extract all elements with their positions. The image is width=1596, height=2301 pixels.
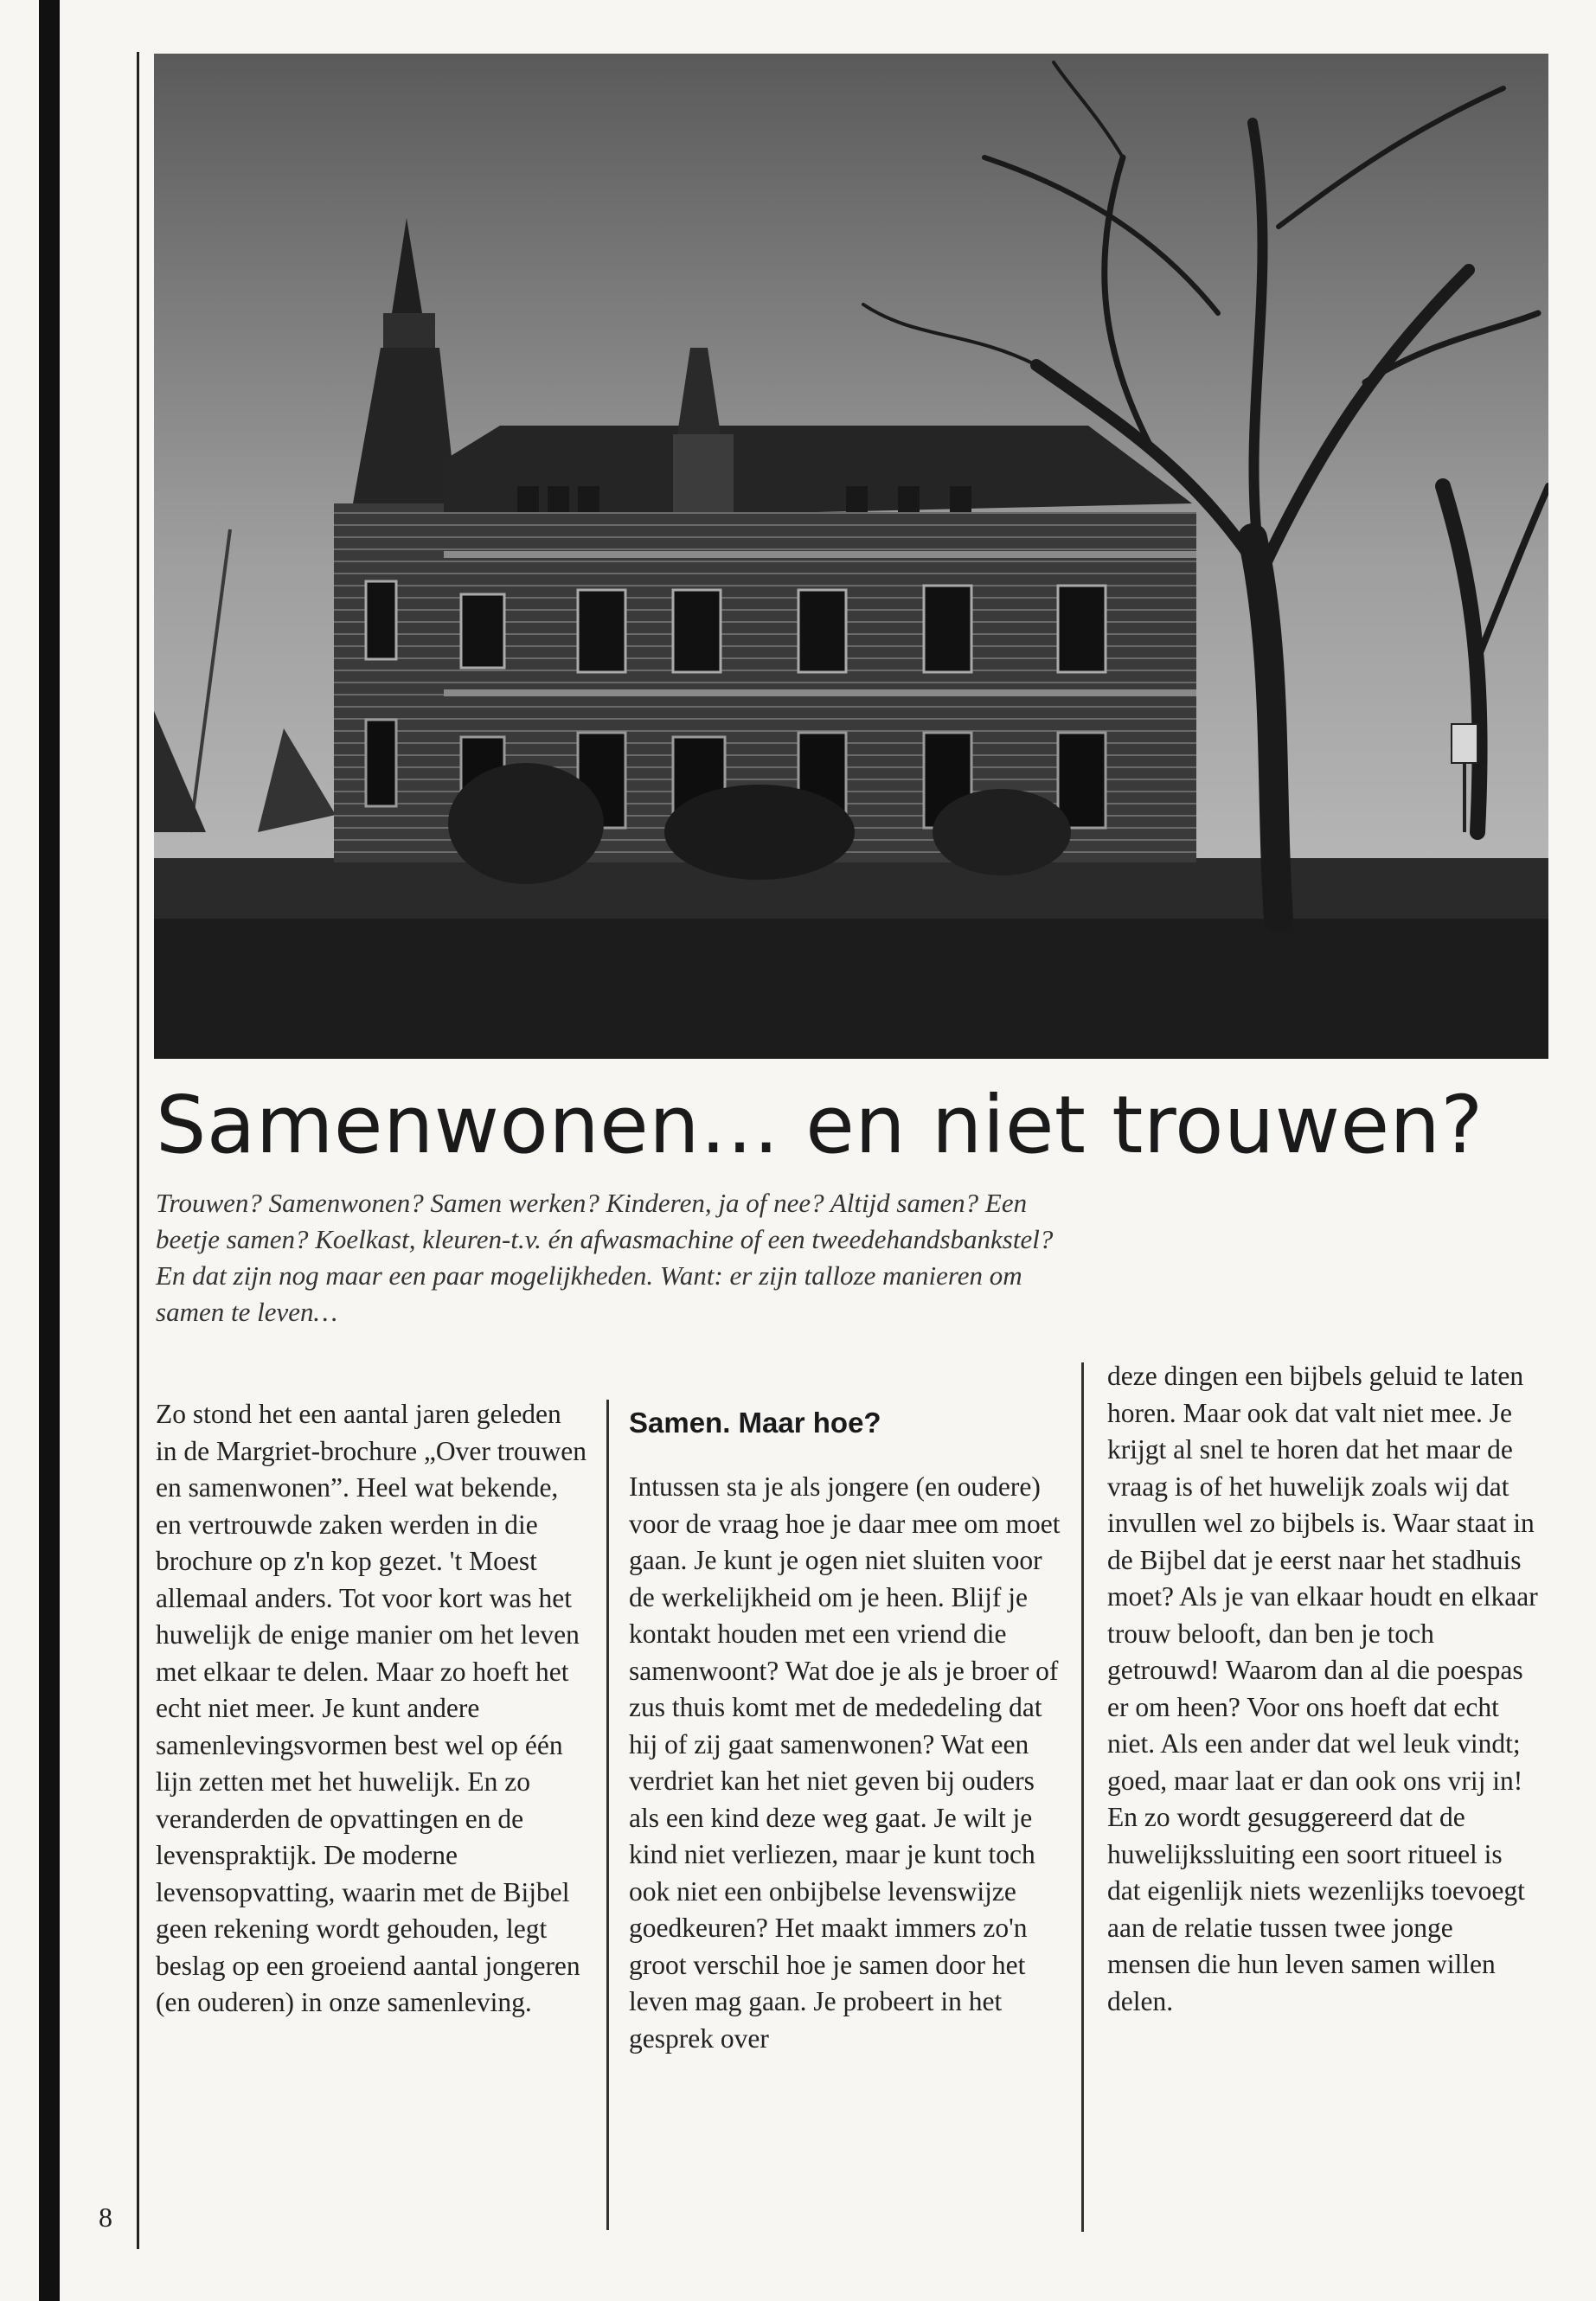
body-column-3 <box>1107 1358 1540 2020</box>
column-2-text: Intussen sta je als jongere (en oudere) voor de vraag hoe je daar mee om moet gaan. Je kunt je ogen niet sluiten voor de werkelijkheid om je heen. Blijf je kontakt houden met een vriend die samenwoont? Wat doe je als je broer of zus thuis komt met de mededeling dat hij of zij gaat samenwonen? Wat een verdriet kan het niet geven bij ouders als een kind deze weg gaat. Je wilt je kind niet verliezen, maar je kunt toch ook niet een onbijbelse levenswijze goedkeuren? Het maakt immers zo'n groot verschil hoe je samen door het leven mag gaan. Je probeert in het gesprek over <box>629 1471 1061 2054</box>
villa-photo <box>154 54 1548 1059</box>
body-column-1 <box>156 1396 588 2022</box>
article-intro: Trouwen? Samenwonen? Samen werken? Kinderen, ja of nee? Altijd samen? Een beetje samen? Koelkast, kleuren-t.v. én afwasmachine of een tweedehandsbankstel? En dat zijn nog maar een paar mogelijkheden. Want: er zijn talloze manieren om samen te leven… <box>156 1188 1054 1327</box>
section-subheading: Samen. Maar hoe? <box>629 1407 881 1439</box>
page-number: 8 <box>99 2202 112 2233</box>
column-3-text: deze dingen een bijbels geluid te laten horen. Maar ook dat valt niet mee. Je krijgt al snel te horen dat het maar de vraag is of het huwelijk zoals wij dat invullen wel zo bijbels is. Waar staat in de Bijbel dat je eerst naar het stadhuis moet? Als je van elkaar houdt en elkaar trouw belooft, dan ben je toch getrouwd! Waarom dan al die poespas er om heen? Voor ons hoeft dat echt niet. Als een ander dat wel leuk vindt; goed, maar laat er dan ook ons vrij in! En zo wordt gesuggereerd dat de huwelijkssluiting een soort ritueel is dat eigenlijk niets wezenlijks toevoegt aan de relatie tussen twee jonge mensen die hun leven samen willen delen. <box>1107 1361 1538 2016</box>
left-margin-rule <box>137 52 139 2249</box>
scan-edge <box>39 0 60 2301</box>
column-rule-1 <box>606 1400 609 2230</box>
column-1-text: Zo stond het een aantal jaren geleden in de Margriet-brochure „Over trouwen en samenwonen”. Heel wat bekende, en vertrouwde zaken werden in die brochure op z'n kop gezet. 't Moest allemaal anders. Tot voor kort was het huwelijk de enige manier om het leven met elkaar te delen. Maar zo hoeft het echt niet meer. Je kunt andere samenlevingsvormen best wel op één lijn zetten met het huwelijk. En zo veranderden de opvattingen en de levenspraktijk. De moderne levensopvatting, waarin met de Bijbel geen rekening wordt gehouden, legt beslag op een groeiend aantal jongeren (en ouderen) in onze samenleving. <box>156 1399 586 2017</box>
article-headline: Samenwonen… en niet trouwen? <box>156 1079 1484 1171</box>
column-rule-2 <box>1081 1362 1084 2232</box>
body-column-2 <box>629 1396 1061 2057</box>
